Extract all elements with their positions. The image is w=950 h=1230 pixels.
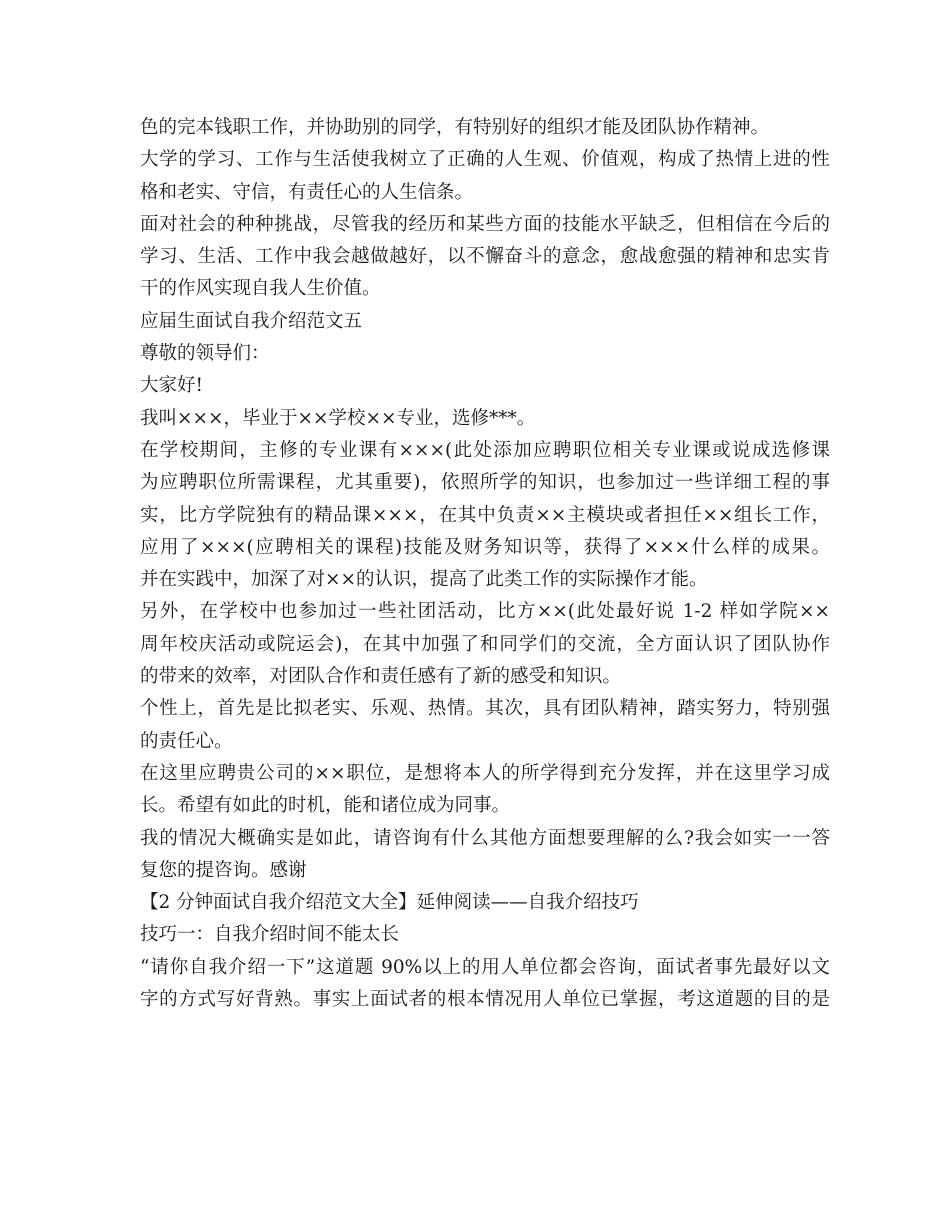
- text-line: “请你自我介绍一下”这道题 90%以上的用人单位都会咨询，面试者事先最好以文: [140, 956, 830, 978]
- text-line: 色的完本钱职工作，并协助别的同学，有特别好的组织才能及团队协作精神。: [140, 117, 770, 138]
- text-line: 长。希望有如此的时机，能和诸位成为同事。: [140, 795, 511, 817]
- text-line: 应用了×××(应聘相关的课程)技能及财务知识等，获得了×××什么样的成果。: [140, 536, 830, 558]
- text-line: 另外，在学校中也参加过一些社团活动，比方××(此处最好说 1-2 样如学院××: [140, 601, 830, 623]
- text-line: 周年校庆活动或院运会)，在其中加强了和同学们的交流，全方面认识了团队协作: [140, 633, 830, 655]
- text-line: 干的作风实现自我人生价值。: [140, 278, 381, 300]
- text-line: 字的方式写好背熟。事实上面试者的根本情况用人单位已掌握，考这道题的目的是: [140, 989, 830, 1011]
- text-line: 并在实践中，加深了对××的认识，提高了此类工作的实际操作才能。: [140, 569, 708, 591]
- text-line: 学习、生活、工作中我会越做越好，以不懈奋斗的意念，愈战愈强的精神和忠实肯: [140, 246, 830, 268]
- text-line: 【2 分钟面试自我介绍范文大全】延伸阅读——自我介绍技巧: [140, 892, 639, 914]
- text-line: 大学的学习、工作与生活使我树立了正确的人生观、价值观，构成了热情上进的性: [140, 149, 830, 171]
- text-line: 我叫×××，毕业于××学校××专业，选修***。: [140, 407, 536, 429]
- text-line: 大家好!: [140, 375, 203, 397]
- text-line: 应届生面试自我介绍范文五: [140, 310, 363, 332]
- text-line: 在这里应聘贵公司的××职位，是想将本人的所学得到充分发挥，并在这里学习成: [140, 762, 830, 784]
- text-line: 个性上，首先是比拟老实、乐观、热情。其次，具有团队精神，踏实努力，特别强: [140, 698, 830, 720]
- document-body: [140, 112, 830, 1016]
- text-line: 面对社会的种种挑战，尽管我的经历和某些方面的技能水平缺乏，但相信在今后的: [140, 213, 830, 235]
- text-line: 为应聘职位所需课程，尤其重要)，依照所学的知识，也参加过一些详细工程的事: [140, 472, 830, 494]
- text-line: 实，比方学院独有的精品课×××，在其中负责××主模块或者担任××组长工作，: [140, 504, 830, 526]
- text-line: 格和老实、守信，有责任心的人生信条。: [140, 181, 474, 203]
- text-line: 在学校期间，主修的专业课有×××(此处添加应聘职位相关专业课或说成选修课: [140, 439, 830, 461]
- text-line: 的责任心。: [140, 730, 233, 752]
- text-line: 技巧一：自我介绍时间不能太长: [140, 924, 400, 946]
- text-line: 我的情况大概确实是如此，请咨询有什么其他方面想要理解的么?我会如实一一答: [140, 827, 830, 849]
- text-line: 尊敬的领导们：: [140, 343, 270, 365]
- text-line: 复您的提咨询。感谢: [140, 859, 307, 881]
- text-line: 的带来的效率，对团队合作和责任感有了新的感受和知识。: [140, 666, 622, 688]
